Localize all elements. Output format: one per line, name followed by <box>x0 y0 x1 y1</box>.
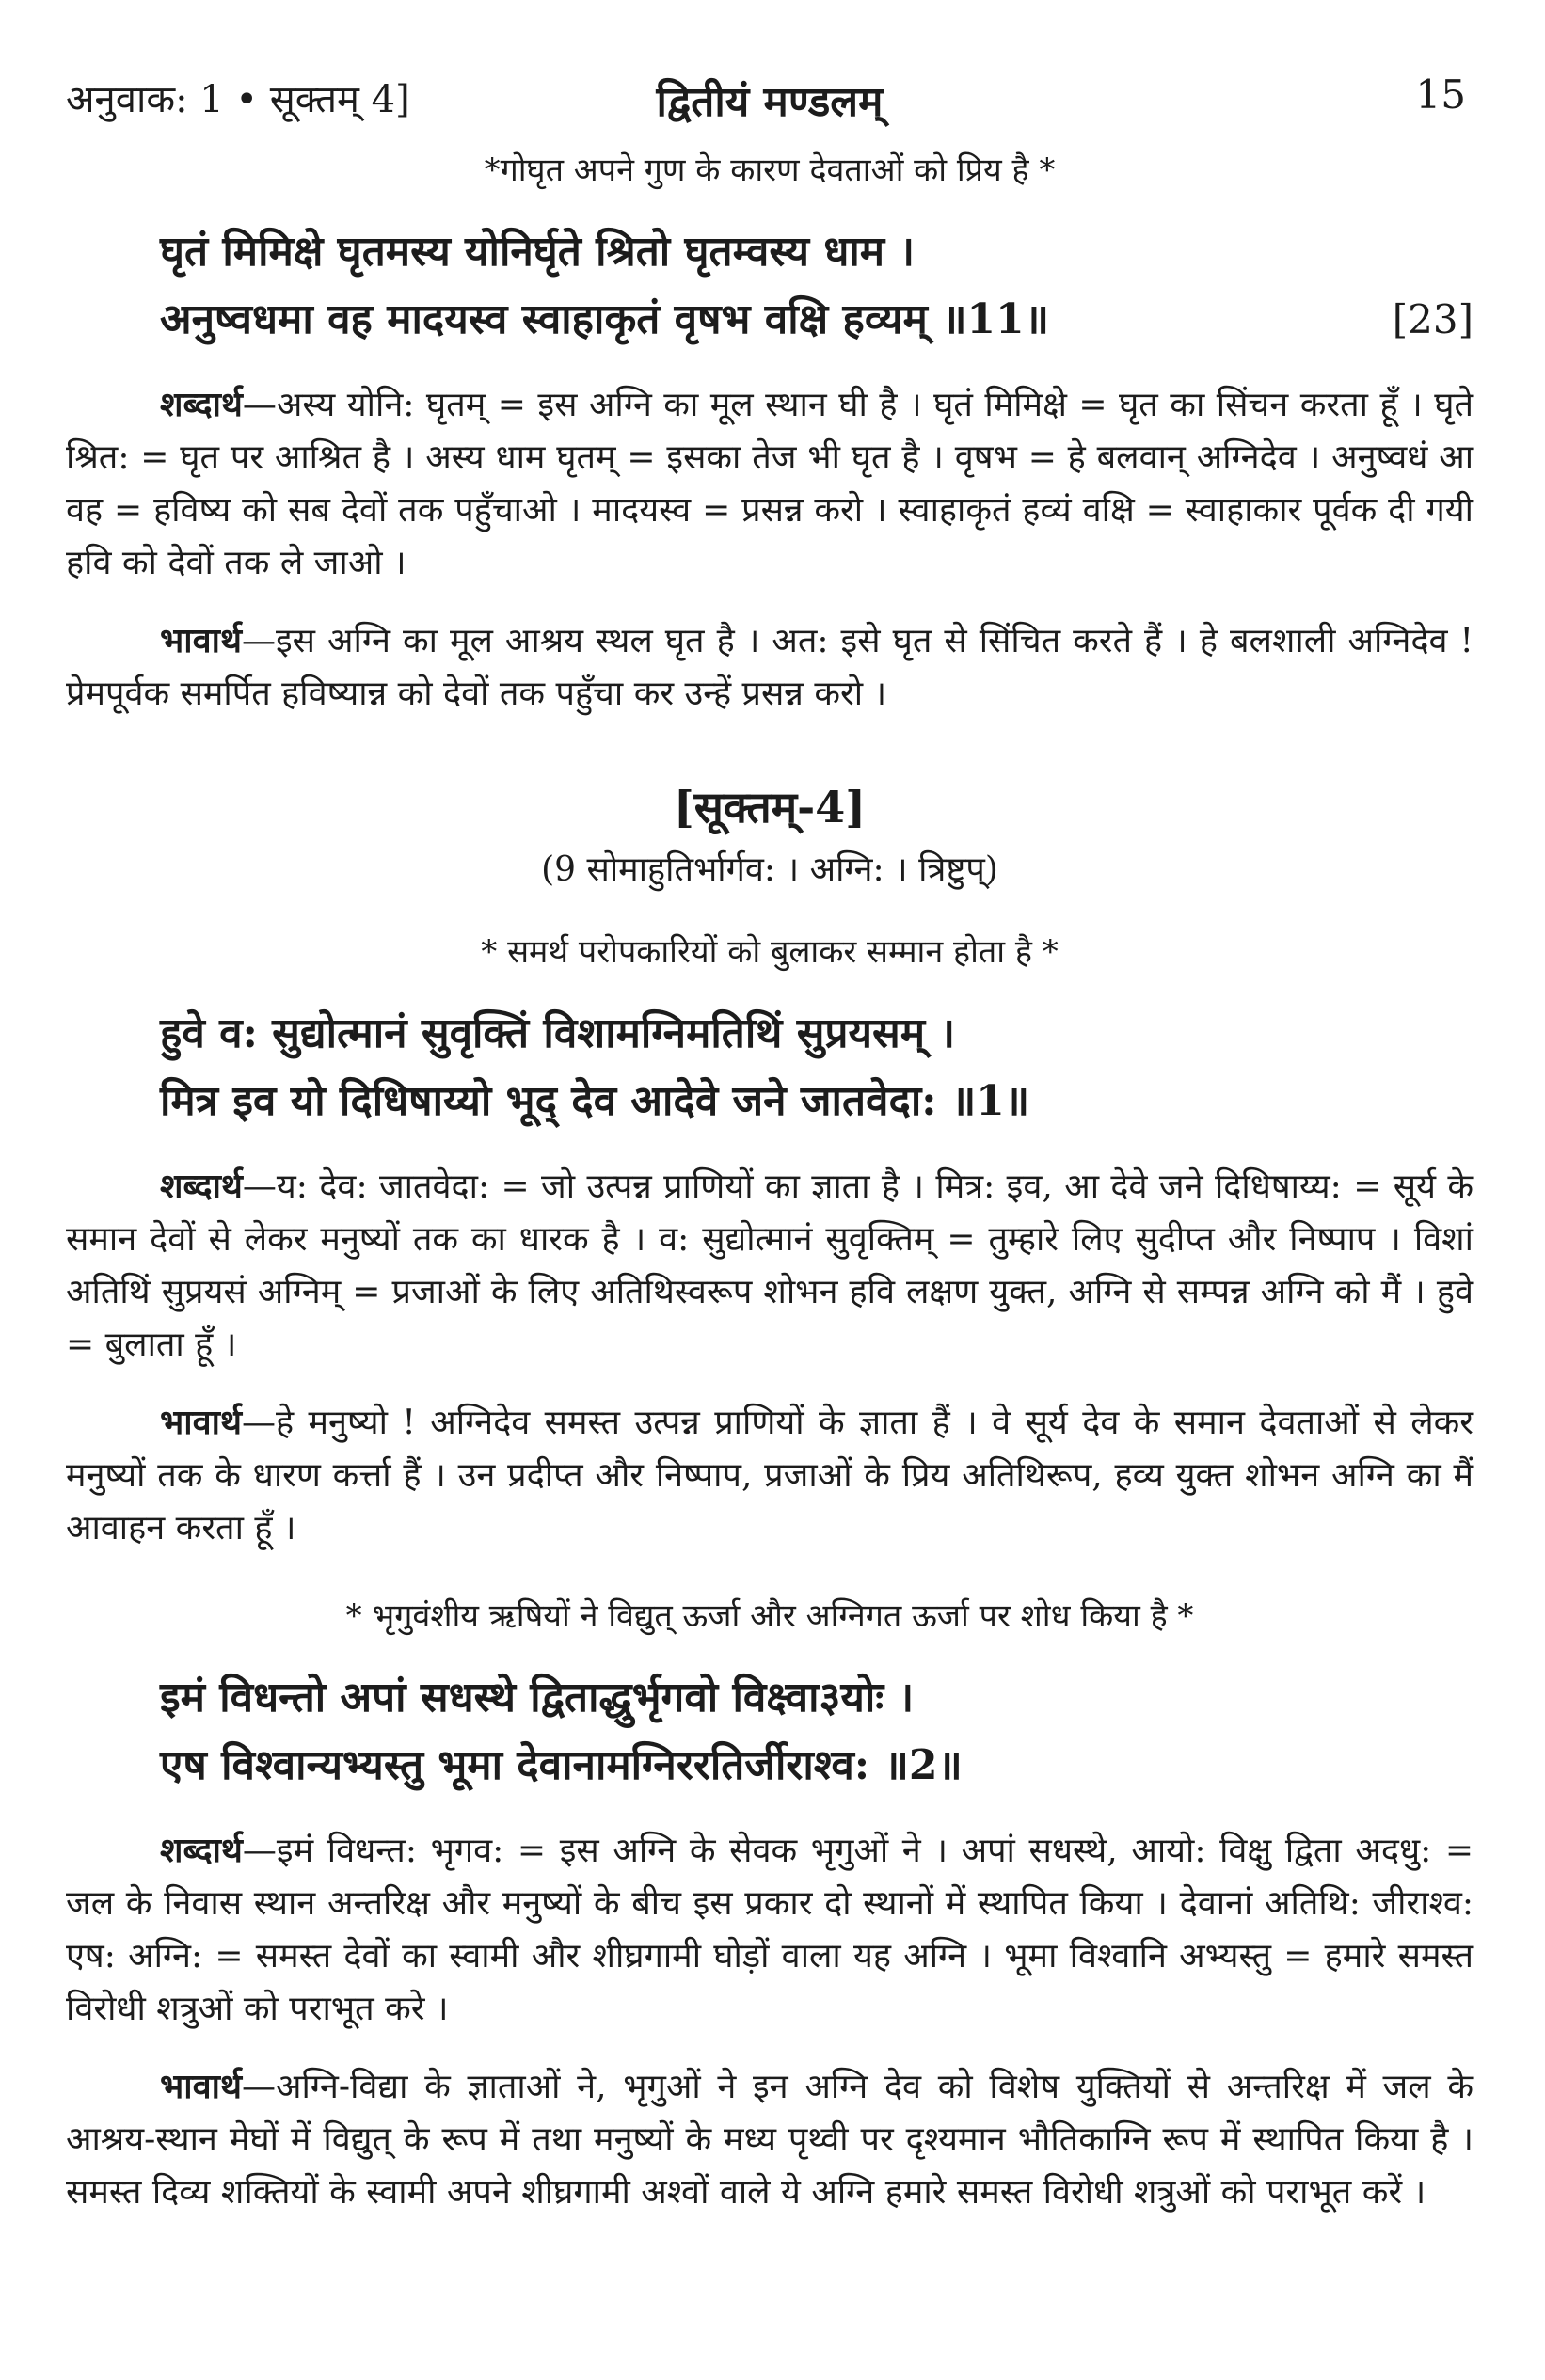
header-mandala-title: द्वितीयं मण्डलम् <box>656 78 884 126</box>
bhavarth-text: —अग्नि-विद्या के ज्ञाताओं ने, भृगुओं ने इन अग्नि देव को विशेष युक्तियों से अन्तरिक्ष में जल के आश्रय-स्थान मेघों में विद्युत् के रूप में तथा मनुष्यों के मध्य पृथ्वी पर दृश्यमान भौतिकाग्नि रूप में स्थापित किया है । समस्त दिव्य शक्तियों के स्वामी अपने शीघ्रगामी अश्वों वाले ये अग्नि हमारे समस्त विरोधी शत्रुओं को पराभूत करें । <box>66 2068 1473 2212</box>
shabdarth-text: —य: देव: जातवेदा: = जो उत्पन्न प्राणियों का ज्ञाता है । मित्र: इव, आ देवे जने दिधिषाय्य: = सूर्य के समान देवों से लेकर मनुष्यों तक का धारक है । व: सुद्योत्मानं सुवृक्तिम् = तुम्हारे लिए सुदीप्त और निष्पाप । विशां अतिथिं सुप्रयसं अग्निम् = प्रजाओं के लिए अतिथिस्वरूप शोभन हवि लक्षण युक्त, अग्नि से सम्पन्न अग्नि को मैं । हुवे = बुलाता हूँ । <box>66 1167 1473 1364</box>
bhavarth-paragraph <box>66 614 1473 721</box>
shabdarth-paragraph <box>66 1824 1473 2036</box>
topic-note: * भृगुवंशीय ऋषियों ने विद्युत् ऊर्जा और अग्निगत ऊर्जा पर शोध किया है * <box>345 1597 1194 1635</box>
page-number: 15 <box>1415 71 1466 118</box>
bhavarth-paragraph <box>66 2060 1473 2219</box>
mantra-block-1 <box>66 928 1473 1555</box>
mantra-block-2 <box>66 1593 1473 2219</box>
shabdarth-label: शब्दार्थ <box>160 1166 243 1206</box>
shabdarth-paragraph <box>66 1160 1473 1372</box>
mantra-line: घृतं मिमिक्षे घृतमस्य योनिर्घृते श्रितो घृतम्वस्य धाम । <box>160 228 916 276</box>
bhavarth-label: भावार्थ <box>160 2067 242 2106</box>
topic-note: *गोघृत अपने गुण के कारण देवताओं को प्रिय है * <box>484 151 1056 189</box>
verse-reference: [23] <box>1392 296 1473 342</box>
mantra-line: अनुष्वधमा वह मादयस्व स्वाहाकृतं वृषभ वक्षि हव्यम् ॥11॥ <box>160 295 1050 343</box>
sukta-heading: [सूक्तम्-4] <box>673 782 867 833</box>
mantra-verse <box>66 218 1473 354</box>
shabdarth-label: शब्दार्थ <box>160 1831 243 1870</box>
shabdarth-label: शब्दार्थ <box>160 385 243 424</box>
topic-note: * समर्थ परोपकारियों को बुलाकर सम्मान होता है * <box>481 933 1059 971</box>
mantra-block-11 <box>66 147 1473 721</box>
bhavarth-text: —हे मनुष्यो ! अग्निदेव समस्त उत्पन्न प्राणियों के ज्ञाता हैं । वे सूर्य देव के समान देवताओं से लेकर मनुष्यों तक के धारण कर्त्ता हैं । उन प्रदीप्त और निष्पाप, प्रजाओं के प्रिय अतिथिरूप, हव्य युक्त शोभन अग्नि का मैं आवाहन करता हूँ । <box>66 1404 1473 1547</box>
mantra-line: हुवे व: सुद्योत्मानं सुवृक्तिं विशामग्निमतिथिं सुप्रयसम् । <box>160 1009 956 1057</box>
header-section-ref: अनुवाक: 1 • सूक्तम् 4] <box>66 78 410 121</box>
bhavarth-label: भावार्थ <box>160 621 242 660</box>
shabdarth-paragraph <box>66 378 1473 590</box>
bhavarth-paragraph <box>66 1396 1473 1555</box>
sukta-rishi-devata: (9 सोमाहुतिर्भार्गव: । अग्नि: । त्रिष्टुप्) <box>541 850 998 889</box>
bhavarth-text: —इस अग्नि का मूल आश्रय स्थल घृत है । अत: इसे घृत से सिंचित करते हैं । हे बलशाली अग्निदेव ! प्रेमपूर्वक समर्पित हविष्यान्न को देवों तक पहुँचा कर उन्हें प्रसन्न करो । <box>66 622 1473 713</box>
shabdarth-text: —अस्य योनि: घृतम् = इस अग्नि का मूल स्थान घी है । घृतं मिमिक्षे = घृत का सिंचन करता हूँ । घृते श्रित: = घृत पर आश्रित है । अस्य धाम घृतम् = इसका तेज भी घृत है । वृषभ = हे बलवान् अग्निदेव । अनुष्वधं आ वह = हविष्य को सब देवों तक पहुँचाओ । मादयस्व = प्रसन्न करो । स्वाहाकृतं हव्यं वक्षि = स्वाहाकार पूर्वक दी गयी हवि को देवों तक ले जाओ । <box>66 386 1473 582</box>
mantra-line: मित्र इव यो दिधिषाय्यो भूद् देव आदेवे जने जातवेदा: ॥1॥ <box>160 1077 1030 1125</box>
mantra-line: एष विश्वान्यभ्यस्तु भूमा देवानामग्निररतिर्जीराश्व: ॥2॥ <box>160 1741 963 1789</box>
shabdarth-text: —इमं विधन्त: भृगव: = इस अग्नि के सेवक भृगुओं ने । अपां सधस्थे, आयो: विक्षु द्विता अदधु: = जल के निवास स्थान अन्तरिक्ष और मनुष्यों के बीच इस प्रकार दो स्थानों में स्थापित किया । देवानां अतिथि: जीराश्व: एष: अग्नि: = समस्त देवों का स्वामी और शीघ्रगामी घोड़ों वाला यह अग्नि । भूमा विश्वानि अभ्यस्तु = हमारे समस्त विरोधी शत्रुओं को पराभूत करे । <box>66 1832 1473 2028</box>
mantra-verse <box>66 1000 1473 1135</box>
mantra-line: इमं विधन्तो अपां सधस्थे द्विताद्धुर्भृगवो विक्ष्वा३योः । <box>160 1674 915 1722</box>
running-header <box>66 66 1473 141</box>
mantra-verse <box>66 1664 1473 1800</box>
bhavarth-label: भावार्थ <box>160 1403 242 1442</box>
